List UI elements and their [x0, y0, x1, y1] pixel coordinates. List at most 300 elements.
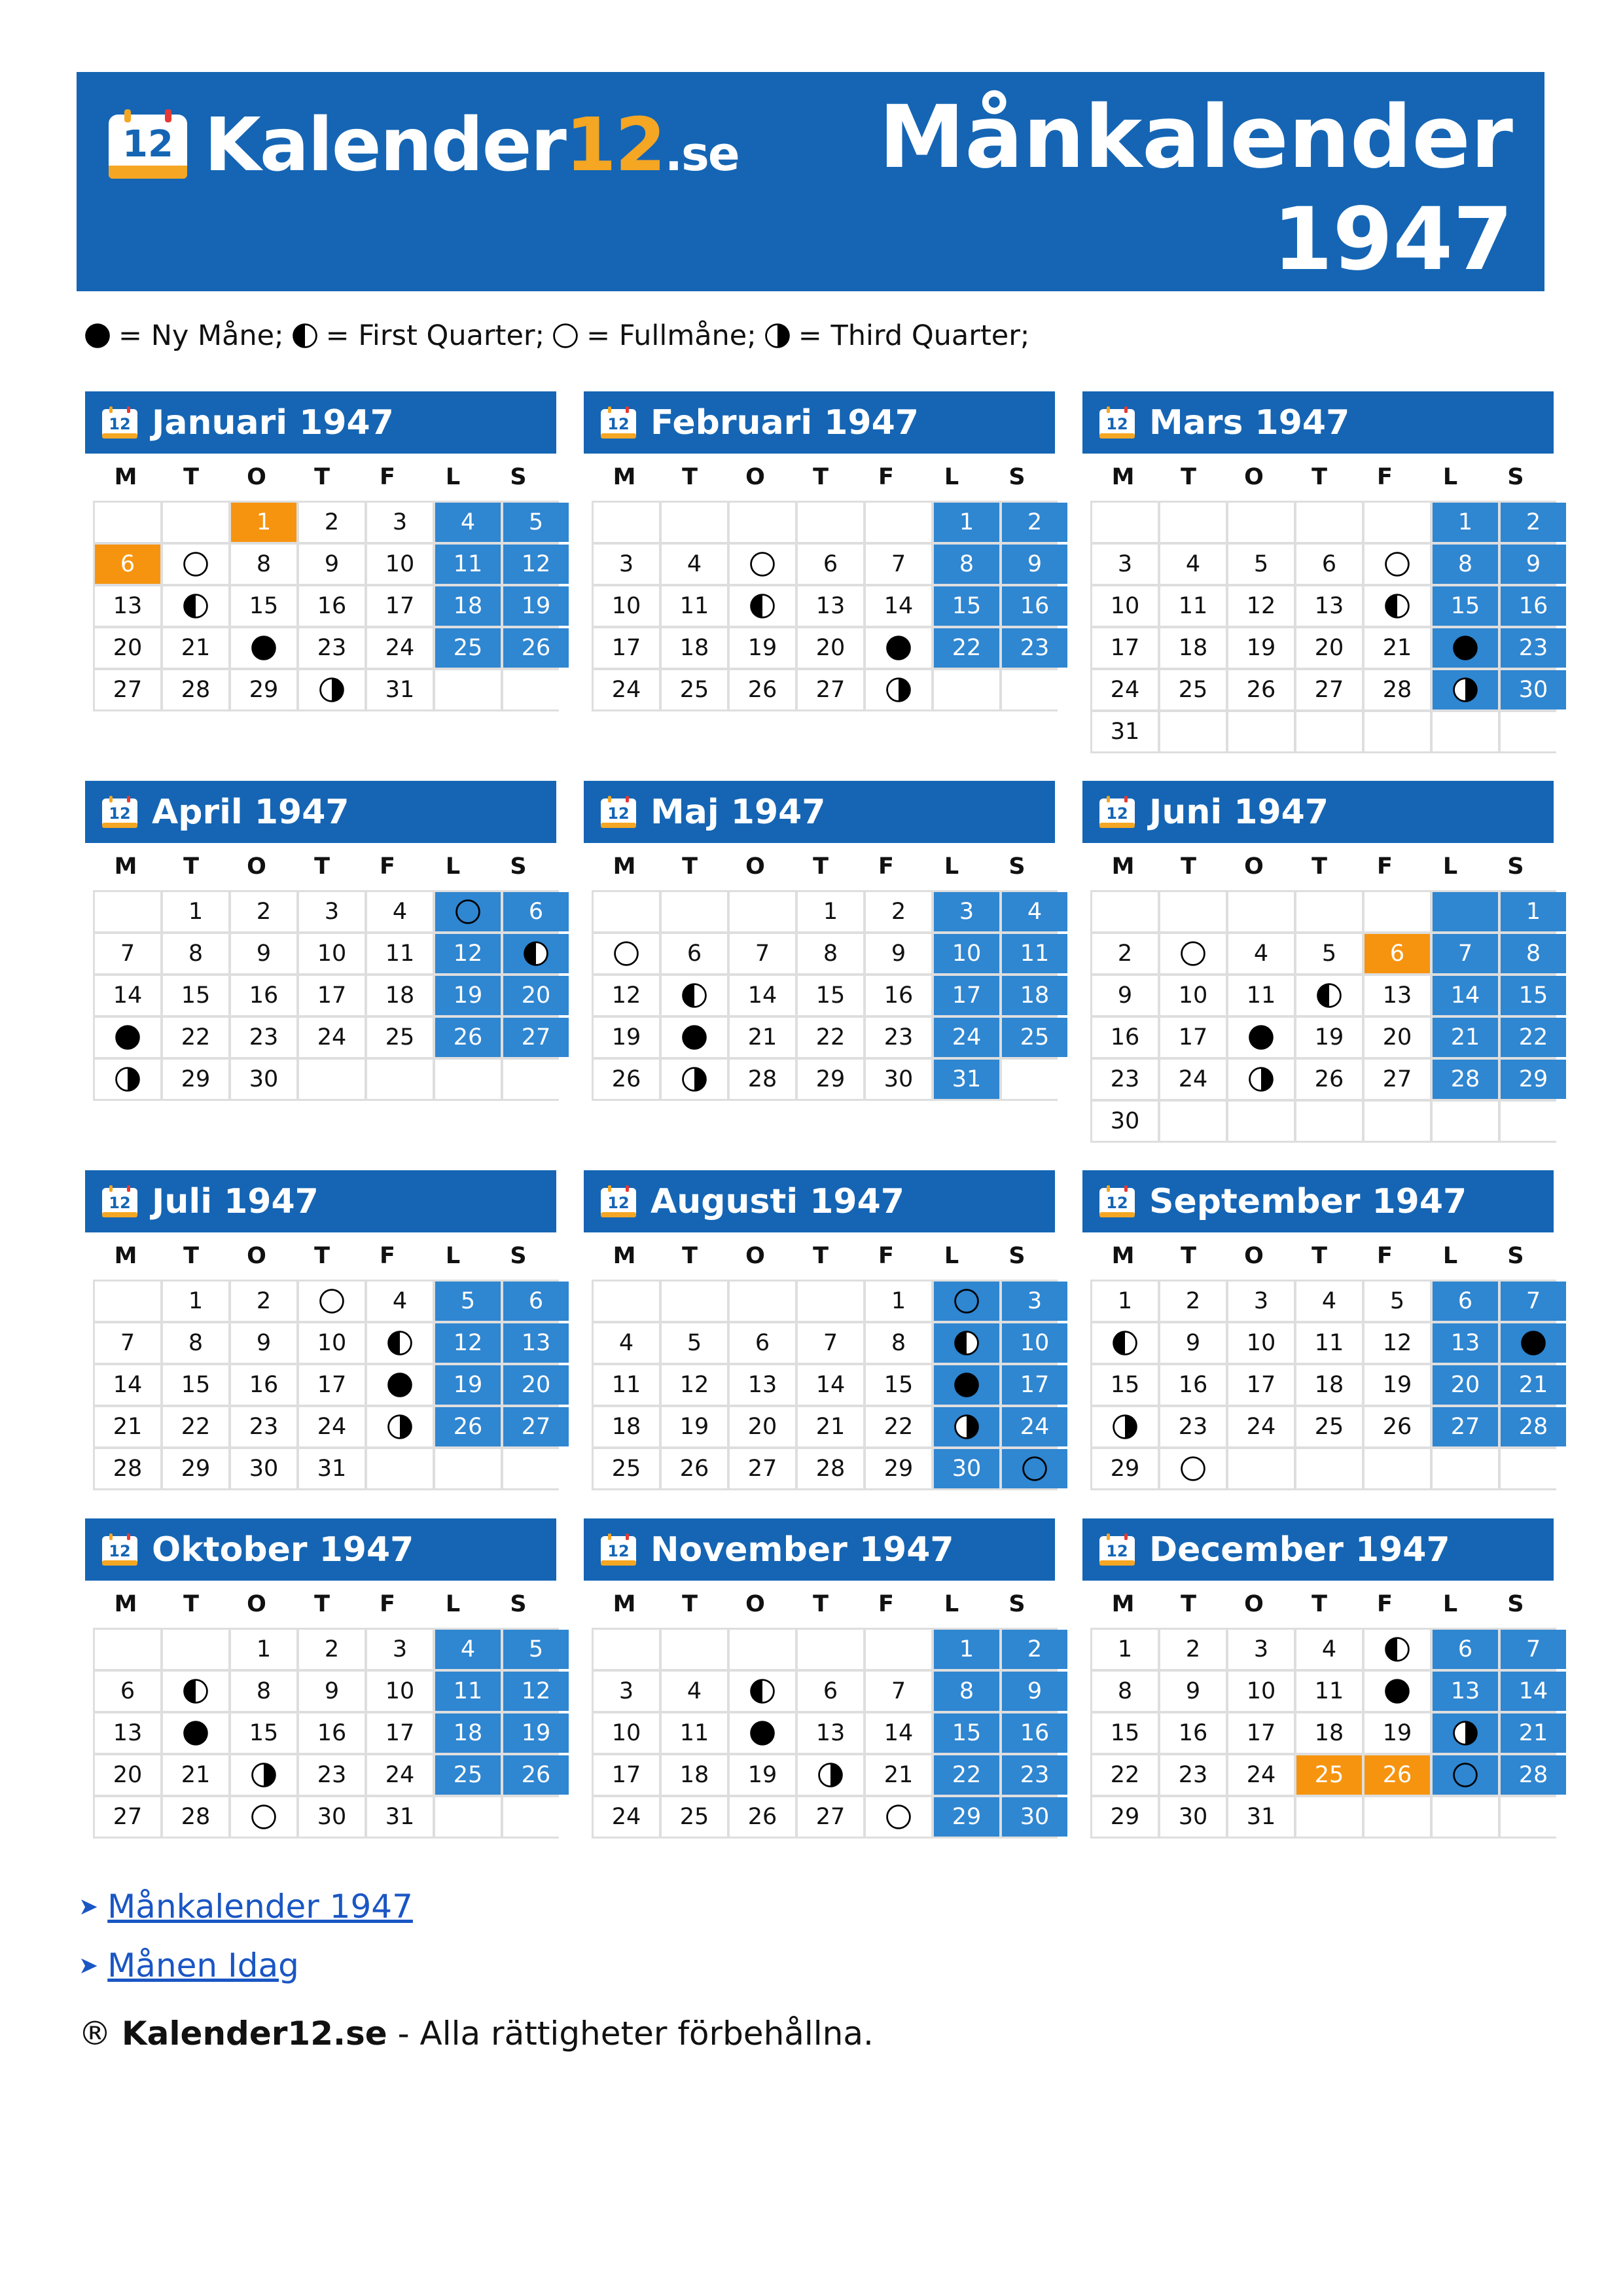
empty-day-cell: [1364, 712, 1430, 751]
month-header: [1082, 391, 1554, 454]
day-cell: 3: [594, 1672, 659, 1711]
day-cell: 26: [435, 1018, 501, 1057]
new-moon-icon: [748, 1719, 777, 1748]
day-cell: 23: [1092, 1060, 1158, 1099]
day-cell: 23: [231, 1407, 296, 1446]
weekday-label: F: [1377, 853, 1393, 880]
day-cell: 22: [934, 628, 999, 668]
first-quarter-icon: [1383, 592, 1412, 620]
day-cell: 4: [662, 1672, 727, 1711]
calendar-icon: [599, 795, 637, 829]
registered-symbol: ®: [79, 2015, 111, 2053]
empty-day-cell: [730, 892, 795, 931]
day-cell: 21: [163, 1755, 228, 1795]
day-cell: 11: [1228, 976, 1294, 1015]
third-quarter-icon: [249, 1761, 278, 1789]
empty-day-cell: [1501, 712, 1566, 751]
calendar-icon: [1098, 406, 1136, 440]
day-cell: 29: [163, 1449, 228, 1488]
day-cell: 25: [435, 628, 501, 668]
day-cell: 17: [299, 1365, 365, 1405]
empty-day-cell: [594, 1282, 659, 1321]
day-cell: 2: [231, 892, 296, 931]
weekday-label: S: [510, 464, 527, 490]
weekday-header: [592, 1232, 1055, 1280]
empty-day-cell: [1364, 1102, 1430, 1141]
day-cell: 12: [503, 545, 569, 584]
day-cell: 14: [730, 976, 795, 1015]
day-cell: 1: [1092, 1282, 1158, 1321]
calendar-icon: [1098, 795, 1136, 829]
weekday-label: O: [745, 464, 765, 490]
empty-day-cell: [662, 1282, 727, 1321]
weekday-label: M: [114, 1591, 137, 1617]
day-cell: 6: [503, 892, 569, 931]
day-cell: 9: [299, 545, 365, 584]
day-cell: 25: [662, 1797, 727, 1837]
month-calendar: [85, 1518, 556, 1839]
day-cell: 1: [1092, 1630, 1158, 1669]
empty-day-cell: [798, 1282, 863, 1321]
first-quarter-icon: [1111, 1329, 1139, 1357]
third-quarter-icon: [1451, 675, 1480, 704]
day-cell: 18: [594, 1407, 659, 1446]
day-cell: 6: [1364, 934, 1430, 973]
weekday-label: F: [380, 1243, 395, 1269]
new-moon-icon: [1383, 1677, 1412, 1706]
empty-day-cell: [1433, 892, 1498, 931]
day-cell: [1160, 934, 1226, 973]
weekday-label: L: [944, 1591, 959, 1617]
month-header: [584, 1518, 1055, 1581]
weekday-label: T: [314, 464, 330, 490]
day-cell: 5: [1228, 545, 1294, 584]
day-cell: 30: [1501, 670, 1566, 709]
empty-day-cell: [435, 1060, 501, 1099]
weekday-header: [1090, 1232, 1554, 1280]
day-cell: 4: [367, 1282, 433, 1321]
day-grid: [93, 1628, 559, 1839]
day-cell: 25: [1160, 670, 1226, 709]
weekday-label: T: [813, 853, 829, 880]
empty-day-cell: [594, 892, 659, 931]
weekday-label: F: [1377, 464, 1393, 490]
calendar-icon: [1098, 1533, 1136, 1567]
day-cell: 30: [299, 1797, 365, 1837]
svg-text:12: 12: [109, 1193, 131, 1212]
day-cell: 6: [662, 934, 727, 973]
empty-day-cell: [95, 1282, 160, 1321]
calendar-icon: [599, 1533, 637, 1567]
day-cell: 27: [95, 670, 160, 709]
day-cell: 2: [1092, 934, 1158, 973]
day-cell: [866, 628, 931, 668]
day-cell: 25: [367, 1018, 433, 1057]
empty-day-cell: [1433, 1449, 1498, 1488]
new-moon-icon: [181, 1719, 210, 1748]
day-cell: 12: [435, 1323, 501, 1363]
weekday-label: O: [745, 1591, 765, 1617]
first-quarter-icon: [748, 1677, 777, 1706]
day-cell: 16: [1002, 586, 1067, 626]
day-cell: 10: [299, 934, 365, 973]
day-cell: 15: [163, 1365, 228, 1405]
empty-day-cell: [367, 1449, 433, 1488]
month-calendar: [1082, 391, 1554, 753]
weekday-header: [93, 1581, 556, 1628]
month-header: [1082, 1170, 1554, 1232]
day-cell: 29: [163, 1060, 228, 1099]
calendar-icon: [1098, 1185, 1136, 1219]
full-moon-icon: [884, 1803, 913, 1831]
day-cell: 11: [435, 545, 501, 584]
day-cell: 17: [1002, 1365, 1067, 1405]
empty-day-cell: [1092, 503, 1158, 542]
day-cell: 24: [934, 1018, 999, 1057]
weekday-label: T: [682, 464, 698, 490]
day-grid: [93, 1280, 559, 1490]
day-grid: [592, 890, 1058, 1101]
link-list: [79, 1877, 413, 1995]
day-cell: 24: [367, 1755, 433, 1795]
first-quarter-icon: [680, 981, 709, 1010]
full-moon-icon: [612, 939, 641, 968]
day-cell: 27: [503, 1018, 569, 1057]
day-cell: 10: [1002, 1323, 1067, 1363]
empty-day-cell: [866, 503, 931, 542]
day-cell: 30: [1160, 1797, 1226, 1837]
new-moon-icon: [952, 1371, 981, 1399]
weekday-label: L: [1442, 1591, 1458, 1617]
empty-day-cell: [1160, 712, 1226, 751]
first-quarter-icon: [181, 592, 210, 620]
weekday-label: T: [1181, 464, 1196, 490]
day-cell: 8: [934, 1672, 999, 1711]
weekday-label: S: [510, 1591, 527, 1617]
day-cell: 11: [1296, 1323, 1362, 1363]
day-cell: 7: [95, 934, 160, 973]
day-cell: 28: [163, 670, 228, 709]
day-cell: 30: [1002, 1797, 1067, 1837]
page-title-year: 1947: [1272, 189, 1513, 290]
day-cell: 28: [163, 1797, 228, 1837]
legend-label: = Third Quarter;: [798, 319, 1030, 352]
first-quarter-icon: [952, 1329, 981, 1357]
calendar-icon: [599, 406, 637, 440]
day-cell: 21: [866, 1755, 931, 1795]
weekday-label: L: [445, 1243, 461, 1269]
day-cell: 24: [1160, 1060, 1226, 1099]
third-quarter-icon: [884, 675, 913, 704]
day-cell: 31: [367, 670, 433, 709]
day-cell: [367, 1365, 433, 1405]
day-cell: 12: [594, 976, 659, 1015]
day-cell: 3: [1228, 1630, 1294, 1669]
day-cell: 18: [1002, 976, 1067, 1015]
empty-day-cell: [299, 1060, 365, 1099]
weekday-label: M: [114, 1243, 137, 1269]
day-cell: 28: [1501, 1407, 1566, 1446]
day-cell: 28: [1501, 1755, 1566, 1795]
day-cell: 24: [1092, 670, 1158, 709]
day-cell: 26: [1364, 1755, 1430, 1795]
day-cell: 3: [367, 503, 433, 542]
day-grid: [93, 501, 559, 711]
weekday-label: S: [1008, 853, 1026, 880]
day-cell: 20: [1433, 1365, 1498, 1405]
day-cell: 8: [1501, 934, 1566, 973]
month-header: [85, 391, 556, 454]
empty-day-cell: [503, 1797, 569, 1837]
day-cell: 27: [798, 670, 863, 709]
full-moon-icon: [748, 550, 777, 579]
empty-day-cell: [1433, 1797, 1498, 1837]
weekday-label: L: [445, 464, 461, 490]
day-cell: 3: [367, 1630, 433, 1669]
day-cell: 21: [163, 628, 228, 668]
empty-day-cell: [163, 1630, 228, 1669]
day-cell: 19: [503, 586, 569, 626]
month-calendar: [1082, 1518, 1554, 1839]
empty-day-cell: [1296, 1449, 1362, 1488]
empty-day-cell: [866, 1630, 931, 1669]
day-cell: 16: [299, 1713, 365, 1753]
day-cell: 13: [95, 586, 160, 626]
link-item: [79, 1877, 413, 1936]
weekday-label: M: [1111, 464, 1135, 490]
empty-day-cell: [594, 1630, 659, 1669]
day-cell: [1364, 586, 1430, 626]
empty-day-cell: [1296, 892, 1362, 931]
empty-day-cell: [95, 503, 160, 542]
day-cell: 5: [435, 1282, 501, 1321]
day-cell: [934, 1407, 999, 1446]
full-moon-icon: [1179, 1454, 1207, 1483]
day-cell: 17: [299, 976, 365, 1015]
empty-day-cell: [435, 1449, 501, 1488]
empty-day-cell: [798, 503, 863, 542]
calendar-icon: [599, 1185, 637, 1219]
day-cell: 8: [798, 934, 863, 973]
third-quarter-icon: [385, 1412, 414, 1441]
svg-text:12: 12: [109, 804, 131, 823]
day-cell: 17: [367, 1713, 433, 1753]
weekday-label: O: [745, 853, 765, 880]
day-cell: 25: [1002, 1018, 1067, 1057]
weekday-header: [592, 843, 1055, 890]
empty-day-cell: [1092, 892, 1158, 931]
day-cell: 4: [367, 892, 433, 931]
day-cell: 8: [866, 1323, 931, 1363]
empty-day-cell: [1433, 712, 1498, 751]
weekday-label: S: [1507, 464, 1524, 490]
empty-day-cell: [1501, 1449, 1566, 1488]
day-grid: [592, 1280, 1058, 1490]
month-calendar: [584, 1170, 1055, 1490]
new-moon-icon: [1451, 634, 1480, 662]
day-cell: 19: [1228, 628, 1294, 668]
svg-text:12: 12: [607, 414, 630, 433]
day-cell: 1: [798, 892, 863, 931]
day-cell: 17: [594, 628, 659, 668]
weekday-label: M: [114, 464, 137, 490]
new-moon-icon: [1519, 1329, 1548, 1357]
day-cell: 1: [866, 1282, 931, 1321]
link-moon-today[interactable]: Månen Idag: [107, 1946, 299, 1984]
month-header: [85, 1518, 556, 1581]
day-cell: 8: [934, 545, 999, 584]
day-cell: 6: [1433, 1630, 1498, 1669]
day-cell: 21: [1501, 1365, 1566, 1405]
day-cell: 13: [1433, 1672, 1498, 1711]
day-cell: [594, 934, 659, 973]
full-moon-icon: [551, 321, 580, 350]
legend-label: = Ny Måne;: [118, 319, 284, 352]
weekday-label: M: [1111, 1591, 1135, 1617]
weekday-label: F: [380, 1591, 395, 1617]
day-cell: 18: [435, 1713, 501, 1753]
day-cell: 18: [662, 628, 727, 668]
day-cell: 30: [231, 1060, 296, 1099]
new-moon-icon: [249, 634, 278, 662]
day-cell: 6: [503, 1282, 569, 1321]
empty-day-cell: [1433, 1102, 1498, 1141]
day-cell: [1433, 1755, 1498, 1795]
month-header: [85, 1170, 556, 1232]
day-cell: 6: [95, 1672, 160, 1711]
day-cell: 11: [662, 586, 727, 626]
day-cell: 8: [163, 934, 228, 973]
weekday-label: S: [510, 1243, 527, 1269]
day-cell: 8: [231, 545, 296, 584]
weekday-label: L: [944, 1243, 959, 1269]
day-cell: [299, 670, 365, 709]
weekday-header: [93, 454, 556, 501]
page-title: [879, 86, 1513, 291]
weekday-label: S: [1507, 1591, 1524, 1617]
day-cell: 11: [367, 934, 433, 973]
third-quarter-icon: [763, 321, 792, 350]
day-grid: [592, 501, 1058, 711]
day-cell: 23: [1002, 1755, 1067, 1795]
month-calendar: [1082, 1170, 1554, 1490]
day-cell: 22: [934, 1755, 999, 1795]
day-cell: 5: [503, 1630, 569, 1669]
weekday-label: O: [247, 1243, 266, 1269]
full-moon-icon: [952, 1287, 981, 1316]
day-cell: 25: [594, 1449, 659, 1488]
day-cell: 31: [1092, 712, 1158, 751]
day-cell: 20: [798, 628, 863, 668]
month-title: December 1947: [1149, 1530, 1450, 1570]
day-cell: [798, 1755, 863, 1795]
weekday-header: [93, 1232, 556, 1280]
day-cell: 23: [1160, 1407, 1226, 1446]
day-cell: 22: [798, 1018, 863, 1057]
first-quarter-icon: [385, 1329, 414, 1357]
day-cell: 20: [1364, 1018, 1430, 1057]
day-cell: 14: [1433, 976, 1498, 1015]
day-cell: 15: [231, 1713, 296, 1753]
day-cell: 24: [1228, 1755, 1294, 1795]
weekday-label: M: [1111, 853, 1135, 880]
day-cell: 24: [594, 670, 659, 709]
day-cell: 11: [1296, 1672, 1362, 1711]
svg-text:12: 12: [1106, 1541, 1128, 1560]
calendar-logo-icon[interactable]: [106, 108, 190, 181]
day-cell: 9: [1092, 976, 1158, 1015]
empty-day-cell: [435, 1797, 501, 1837]
day-cell: 8: [1092, 1672, 1158, 1711]
day-cell: 15: [1501, 976, 1566, 1015]
weekday-label: L: [445, 1591, 461, 1617]
day-cell: 10: [1160, 976, 1226, 1015]
empty-day-cell: [1364, 503, 1430, 542]
day-cell: 23: [299, 1755, 365, 1795]
site-logo[interactable]: [204, 101, 739, 189]
weekday-header: [592, 454, 1055, 501]
day-cell: 27: [1433, 1407, 1498, 1446]
day-cell: 17: [1228, 1713, 1294, 1753]
day-cell: 6: [95, 545, 160, 584]
day-cell: 19: [730, 1755, 795, 1795]
day-cell: 7: [866, 545, 931, 584]
day-cell: 11: [1002, 934, 1067, 973]
day-cell: 22: [1501, 1018, 1566, 1057]
month-header: [584, 781, 1055, 843]
day-cell: 15: [934, 586, 999, 626]
svg-text:12: 12: [1106, 414, 1128, 433]
header-banner: [77, 72, 1544, 291]
weekday-label: T: [1181, 1591, 1196, 1617]
calendar-icon: [101, 406, 139, 440]
day-cell: 12: [503, 1672, 569, 1711]
day-cell: [934, 1282, 999, 1321]
svg-text:12: 12: [607, 804, 630, 823]
empty-day-cell: [163, 503, 228, 542]
day-cell: 20: [503, 1365, 569, 1405]
day-cell: 29: [1092, 1797, 1158, 1837]
month-title: Juni 1947: [1149, 792, 1329, 832]
day-cell: 15: [163, 976, 228, 1015]
day-cell: 31: [367, 1797, 433, 1837]
empty-day-cell: [730, 1630, 795, 1669]
day-cell: 26: [1296, 1060, 1362, 1099]
day-cell: 10: [934, 934, 999, 973]
day-cell: 17: [1092, 628, 1158, 668]
weekday-label: M: [613, 464, 636, 490]
link-moon-calendar[interactable]: Månkalender 1947: [107, 1888, 413, 1926]
day-cell: 2: [1160, 1630, 1226, 1669]
day-cell: 7: [95, 1323, 160, 1363]
weekday-label: F: [1377, 1591, 1393, 1617]
day-cell: 26: [662, 1449, 727, 1488]
day-cell: 27: [798, 1797, 863, 1837]
day-cell: 6: [798, 545, 863, 584]
day-cell: 24: [1002, 1407, 1067, 1446]
weekday-label: S: [1507, 1243, 1524, 1269]
day-cell: 29: [934, 1797, 999, 1837]
day-cell: 13: [798, 586, 863, 626]
day-cell: 1: [163, 892, 228, 931]
month-header: [584, 391, 1055, 454]
logo-number: 12: [565, 103, 665, 188]
arrow-icon: ➤: [79, 1952, 99, 1979]
day-cell: 16: [231, 976, 296, 1015]
day-cell: 19: [1296, 1018, 1362, 1057]
day-cell: [866, 1797, 931, 1837]
empty-day-cell: [1160, 892, 1226, 931]
